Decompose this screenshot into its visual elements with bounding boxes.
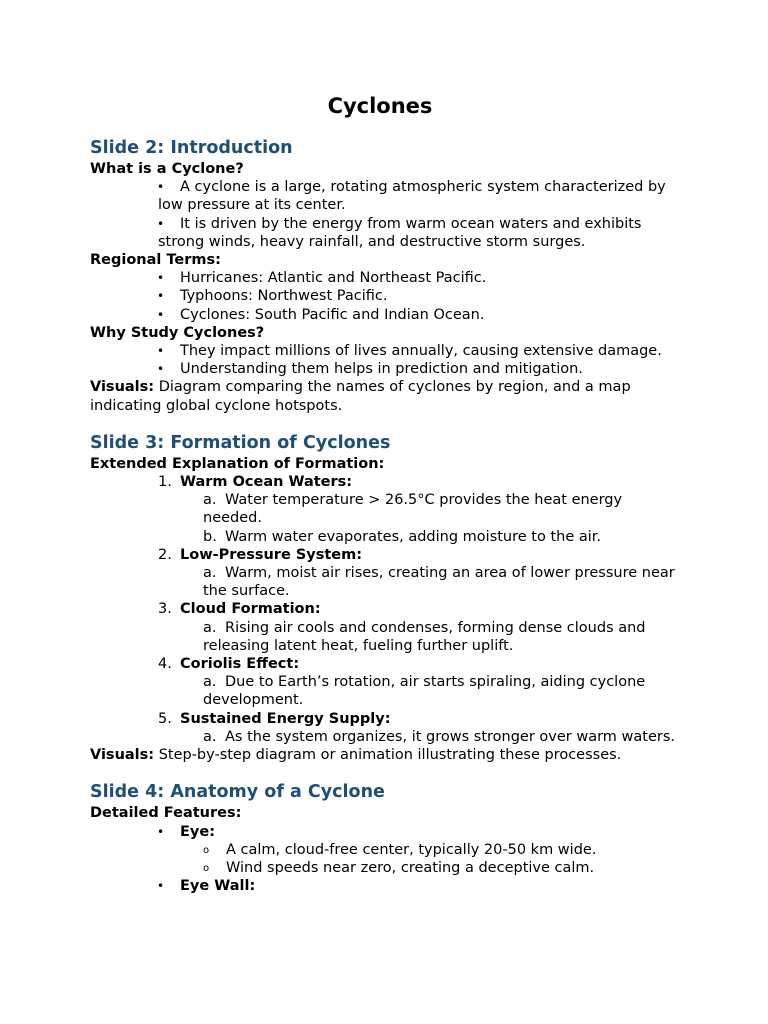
step-title: Sustained Energy Supply: xyxy=(180,710,391,727)
step-title: Warm Ocean Waters: xyxy=(180,474,353,491)
regional-terms-label: Regional Terms: xyxy=(90,252,221,269)
sub-item xyxy=(90,528,680,546)
slide-3-visuals xyxy=(90,746,680,764)
visuals-label: Visuals: xyxy=(90,379,155,396)
features-list xyxy=(90,823,680,896)
list-item: • Understanding them helps in prediction and mitigation. xyxy=(90,360,680,378)
step-sub-list xyxy=(180,673,680,709)
sub-marker: a. xyxy=(203,565,217,582)
sub-text: Warm, moist air rises, creating an area of lower pressure near the surface. xyxy=(203,565,675,600)
slide-4-section xyxy=(90,780,680,895)
slide-2-heading: Slide 2: Introduction xyxy=(90,138,293,158)
why-study-list xyxy=(90,342,680,378)
step-sub-list xyxy=(180,728,680,746)
list-item: • Cyclones: South Pacific and Indian Ocean. xyxy=(90,306,680,324)
sub-text: Warm water evaporates, adding moisture to the air. xyxy=(225,528,602,545)
sub-marker: a. xyxy=(203,728,217,745)
bullet-marker: • xyxy=(157,879,165,894)
sub-marker: a. xyxy=(203,619,217,636)
feature-title: Eye: xyxy=(180,823,215,840)
visuals-text: Step-by-step diagram or animation illustrating these processes. xyxy=(158,747,622,764)
list-item: • Hurricanes: Atlantic and Northeast Pacific. xyxy=(90,269,680,287)
feature-sub-list xyxy=(180,841,680,877)
circle-marker: o xyxy=(203,862,210,874)
regional-terms-list xyxy=(90,269,680,324)
why-study-label: Why Study Cyclones? xyxy=(90,324,265,341)
sub-text: Wind speeds near zero, creating a deceptive calm. xyxy=(226,859,595,876)
formation-step xyxy=(90,600,680,655)
document-title: Cyclones xyxy=(327,94,433,118)
list-item: • Typhoons: Northwest Pacific. xyxy=(90,287,680,305)
feature-item xyxy=(90,877,680,895)
step-sub-list xyxy=(180,491,680,546)
extended-explanation-label: Extended Explanation of Formation: xyxy=(90,455,385,472)
step-number: 5. xyxy=(158,710,172,727)
sub-item xyxy=(90,728,680,746)
sub-item xyxy=(90,491,680,527)
formation-step xyxy=(90,710,680,746)
bullet-marker: • xyxy=(157,824,165,839)
visuals-text: Diagram comparing the names of cyclones by region, and a map indicating global cyclone hotspots. xyxy=(90,379,631,414)
sub-text: As the system organizes, it grows stronger over warm waters. xyxy=(225,728,676,745)
document-body xyxy=(90,136,680,895)
sub-text: Rising air cools and condenses, forming dense clouds and releasing latent heat, fueling further uplift. xyxy=(203,619,646,654)
list-item: • A cyclone is a large, rotating atmospheric system characterized by low pressure at its center. xyxy=(90,178,680,214)
sub-marker: b. xyxy=(203,528,217,545)
feature-item xyxy=(90,823,680,878)
sub-item xyxy=(90,619,680,655)
sub-marker: a. xyxy=(203,674,217,691)
detailed-features-label: Detailed Features: xyxy=(90,805,242,822)
step-title: Cloud Formation: xyxy=(180,601,321,618)
sub-item xyxy=(90,841,680,859)
slide-2-visuals xyxy=(90,378,680,414)
sub-text: Due to Earth’s rotation, air starts spiraling, aiding cyclone development. xyxy=(203,674,646,709)
sub-item xyxy=(90,859,680,877)
formation-steps-list xyxy=(90,473,680,746)
circle-marker: o xyxy=(203,844,210,856)
formation-step xyxy=(90,546,680,601)
what-is-cyclone-list xyxy=(90,178,680,251)
visuals-label: Visuals: xyxy=(90,747,155,764)
slide-2-section xyxy=(90,136,680,415)
list-item: • They impact millions of lives annually, causing extensive damage. xyxy=(90,342,680,360)
sub-marker: a. xyxy=(203,492,217,509)
list-item: • It is driven by the energy from warm ocean waters and exhibits strong winds, heavy rainfall, and destructive storm surges. xyxy=(90,215,680,251)
step-number: 4. xyxy=(158,656,172,673)
step-number: 2. xyxy=(158,546,172,563)
step-title: Low-Pressure System: xyxy=(180,546,363,563)
what-is-cyclone-label: What is a Cyclone? xyxy=(90,161,244,177)
step-title: Coriolis Effect: xyxy=(180,656,300,673)
sub-item xyxy=(90,564,680,600)
slide-4-heading: Slide 4: Anatomy of a Cyclone xyxy=(90,782,385,803)
formation-step xyxy=(90,655,680,710)
step-sub-list xyxy=(180,564,680,600)
sub-item xyxy=(90,673,680,709)
slide-3-section xyxy=(90,431,680,764)
step-sub-list xyxy=(180,619,680,655)
feature-title: Eye Wall: xyxy=(180,878,256,895)
sub-text: Water temperature > 26.5°C provides the heat energy needed. xyxy=(203,492,623,527)
formation-step xyxy=(90,473,680,546)
step-number: 1. xyxy=(158,474,172,491)
step-number: 3. xyxy=(158,601,172,618)
sub-text: A calm, cloud-free center, typically 20-50 km wide. xyxy=(226,841,597,858)
slide-3-heading: Slide 3: Formation of Cyclones xyxy=(90,432,391,453)
